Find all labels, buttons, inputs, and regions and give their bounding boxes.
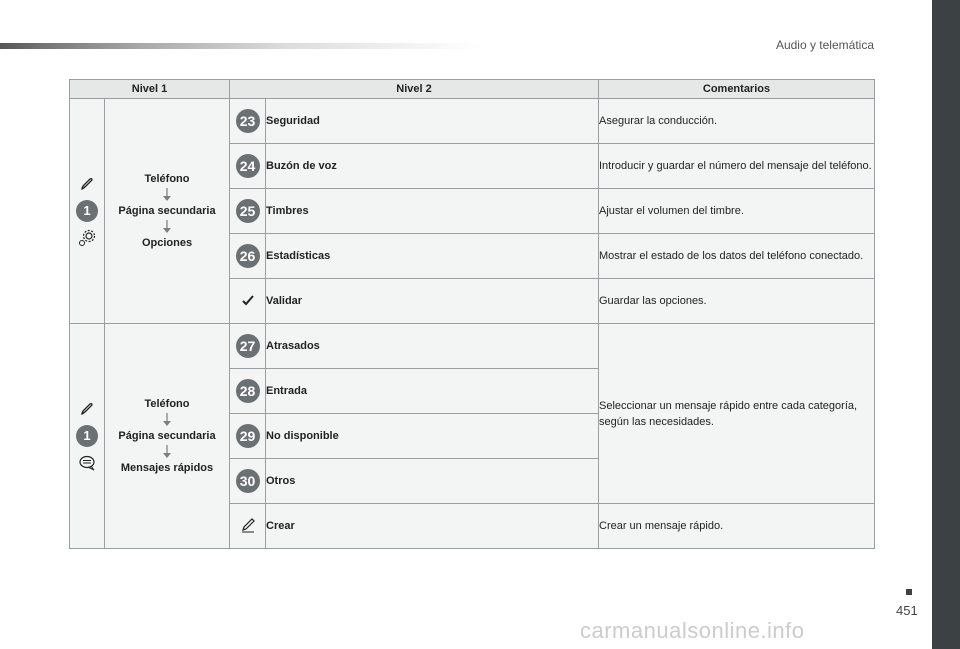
level1-icons-cell xyxy=(70,324,105,549)
comment: Ajustar el volumen del timbre. xyxy=(599,189,875,234)
arrow-down-icon xyxy=(162,220,172,234)
step-badge: 25 xyxy=(236,199,260,223)
menu-table xyxy=(69,79,875,549)
step-badge: 1 xyxy=(76,200,98,222)
level2-label: Atrasados xyxy=(266,324,599,369)
level2-label: No disponible xyxy=(266,414,599,459)
comment: Seleccionar un mensaje rápido entre cada categoría, según las necesidades. xyxy=(599,324,875,504)
level2-label: Buzón de voz xyxy=(266,144,599,189)
comment: Crear un mensaje rápido. xyxy=(599,504,875,549)
step-badge: 27 xyxy=(236,334,260,358)
step-badge: 29 xyxy=(236,424,260,448)
level1-item: Teléfono xyxy=(144,173,190,185)
comment: Asegurar la conducción. xyxy=(599,99,875,144)
watermark: carmanualsonline.info xyxy=(580,618,805,643)
checkmark-icon xyxy=(241,293,255,307)
right-edge-band xyxy=(932,0,960,649)
table-header-row xyxy=(70,80,875,99)
arrow-down-icon xyxy=(162,188,172,202)
level1-item: Mensajes rápidos xyxy=(120,462,214,474)
level1-path-cell xyxy=(105,99,230,324)
step-badge: 24 xyxy=(236,154,260,178)
gear-icon xyxy=(77,228,97,248)
step-badge: 1 xyxy=(76,425,98,447)
step-badge: 26 xyxy=(236,244,260,268)
pencil-icon xyxy=(240,517,256,533)
level1-icons-cell xyxy=(70,99,105,324)
message-icon xyxy=(77,453,97,473)
step-badge: 23 xyxy=(236,109,260,133)
level2-label: Otros xyxy=(266,459,599,504)
level2-label: Timbres xyxy=(266,189,599,234)
top-gradient-bar xyxy=(0,43,480,49)
level2-label: Seguridad xyxy=(266,99,599,144)
header-nivel-2: Nivel 2 xyxy=(230,80,599,99)
arrow-down-icon xyxy=(162,413,172,427)
phone-icon xyxy=(77,399,97,419)
level1-path-cell xyxy=(105,324,230,549)
header-nivel-1: Nivel 1 xyxy=(70,80,230,99)
step-badge: 30 xyxy=(236,469,260,493)
comment: Introducir y guardar el número del mensaje del teléfono. xyxy=(599,144,875,189)
level1-item: Opciones xyxy=(141,237,193,249)
level2-label: Crear xyxy=(266,504,599,549)
header-comentarios: Comentarios xyxy=(599,80,875,99)
level1-item: Página secundaria xyxy=(118,430,216,442)
table-row xyxy=(70,324,875,369)
table-row xyxy=(70,99,875,144)
arrow-down-icon xyxy=(162,445,172,459)
level1-item: Teléfono xyxy=(144,398,190,410)
step-badge: 28 xyxy=(236,379,260,403)
comment: Guardar las opciones. xyxy=(599,279,875,324)
page-number: 451 xyxy=(896,603,918,618)
comment: Mostrar el estado de los datos del teléfono conectado. xyxy=(599,234,875,279)
level2-label: Estadísticas xyxy=(266,234,599,279)
phone-icon xyxy=(77,174,97,194)
level2-label: Validar xyxy=(266,279,599,324)
page-marker xyxy=(906,589,912,595)
section-title: Audio y telemática xyxy=(775,38,874,52)
level1-item: Página secundaria xyxy=(118,205,216,217)
level2-label: Entrada xyxy=(266,369,599,414)
